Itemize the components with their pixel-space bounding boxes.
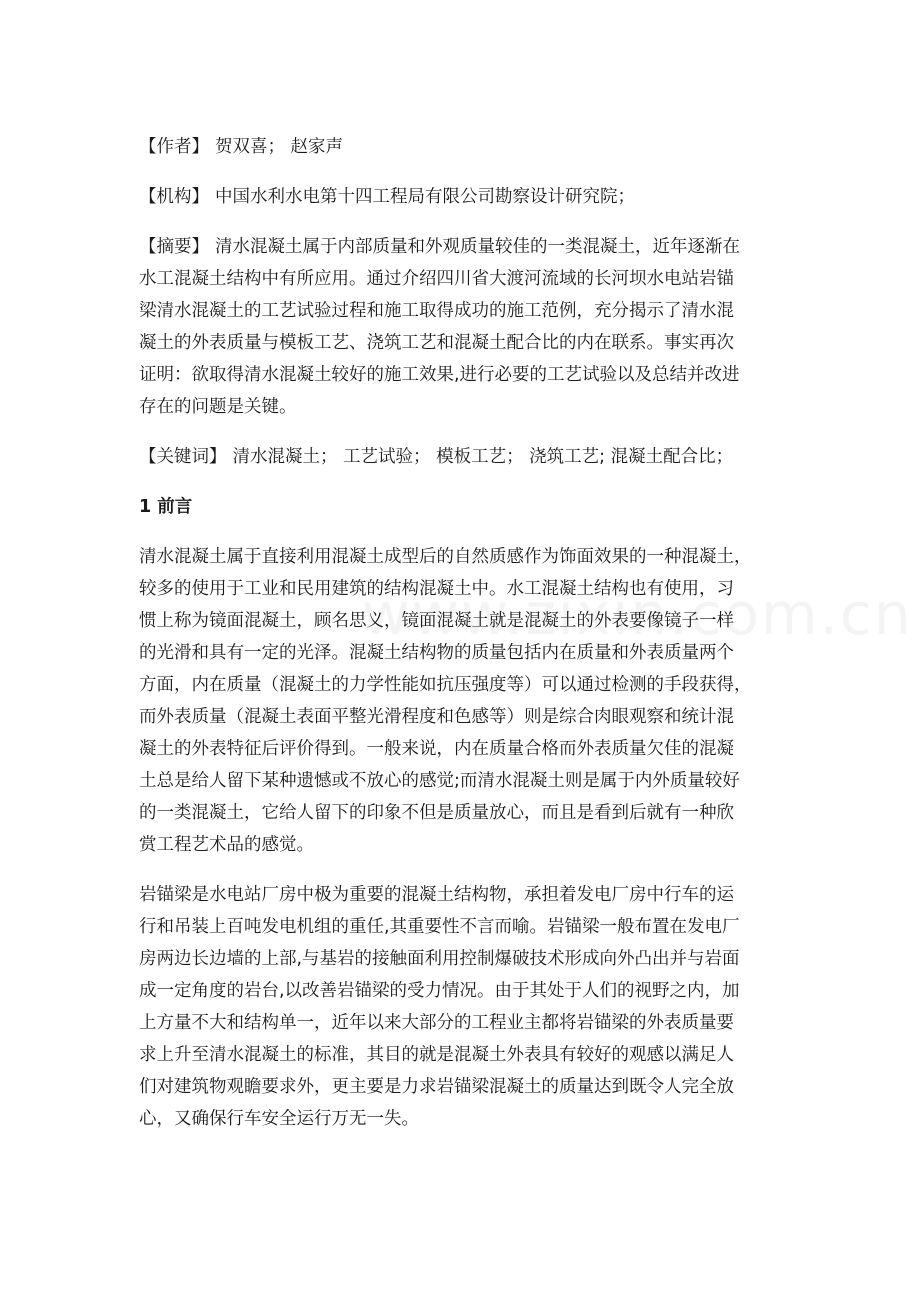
paragraph-line: 成一定角度的岩台,以改善岩锚梁的受力情况。由于其处于人们的视野之内，加 bbox=[139, 981, 740, 1001]
paragraph-rock-anchor-beam bbox=[139, 879, 784, 1135]
paragraph-line: 们对建筑物观瞻要求外，更主要是力求岩锚梁混凝土的质量达到既令人完全放 bbox=[139, 1077, 734, 1097]
author-line bbox=[139, 131, 784, 163]
author-value: 贺双喜； 赵家声 bbox=[215, 137, 344, 157]
abstract-line: 水工混凝土结构中有所应用。通过介绍四川省大渡河流域的长河坝水电站岩锚 bbox=[139, 269, 734, 289]
abstract-tag: 【摘要】 bbox=[139, 237, 209, 257]
paragraph-line: 上方量不大和结构单一，近年以来大部分的工程业主都将岩锚梁的外表质量要 bbox=[139, 1013, 734, 1033]
paragraph-line: 的光滑和具有一定的光泽。混凝土结构物的质量包括内在质量和外表质量两个 bbox=[139, 643, 734, 663]
abstract-line: 【摘要】 清水混凝土属于内部质量和外观质量较佳的一类混凝土，近年逐渐在 bbox=[139, 237, 740, 257]
institution-line bbox=[139, 181, 784, 213]
institution-tag: 【机构】 bbox=[139, 187, 209, 207]
author-tag: 【作者】 bbox=[139, 137, 209, 157]
document-page bbox=[139, 131, 784, 1153]
abstract-line: 证明：欲取得清水混凝土较好的施工效果,进行必要的工艺试验以及总结并改进 bbox=[139, 365, 740, 385]
paragraph-line: 房两边长边墙的上部,与基岩的接触面利用控制爆破技术形成向外凸出并与岩面 bbox=[139, 949, 740, 969]
paragraph-line: 的一类混凝土，它给人留下的印象不但是质量放心，而且是看到后就有一种欣 bbox=[139, 803, 734, 823]
paragraph-line: 赏工程艺术品的感觉。 bbox=[139, 835, 314, 855]
section-heading: 1 前言 bbox=[139, 497, 193, 517]
paragraph-line: 行和吊装上百吨发电机组的重任,其重要性不言而喻。岩锚梁一般布置在发电厂 bbox=[139, 917, 740, 937]
paragraph-line: 凝土的外表特征后评价得到。一般来说，内在质量合格而外表质量欠佳的混凝 bbox=[139, 739, 734, 759]
paragraph-line: 心，又确保行车安全运行万无一失。 bbox=[139, 1109, 419, 1129]
paragraph-line: 土总是给人留下某种遗憾或不放心的感觉;而清水混凝土则是属于内外质量较好 bbox=[139, 771, 740, 791]
paragraph-line: 求上升至清水混凝土的标准，其目的就是混凝土外表具有较好的观感以满足人 bbox=[139, 1045, 734, 1065]
paragraph-line: 较多的使用于工业和民用建筑的结构混凝土中。水工混凝土结构也有使用，习 bbox=[139, 579, 734, 599]
abstract-line: 凝土的外表质量与模板工艺、浇筑工艺和混凝土配合比的内在联系。事实再次 bbox=[139, 333, 734, 353]
abstract-line: 梁清水混凝土的工艺试验过程和施工取得成功的施工范例，充分揭示了清水混 bbox=[139, 301, 734, 321]
paragraph-line: 方面，内在质量（混凝土的力学性能如抗压强度等）可以通过检测的手段获得， bbox=[139, 675, 752, 695]
keywords-tag: 【关键词】 bbox=[139, 447, 227, 467]
institution-value: 中国水利水电第十四工程局有限公司勘察设计研究院； bbox=[215, 187, 635, 207]
keywords-line bbox=[139, 441, 784, 473]
paragraph-line: 清水混凝土属于直接利用混凝土成型后的自然质感作为饰面效果的一种混凝土， bbox=[139, 547, 752, 567]
paragraph-line: 岩锚梁是水电站厂房中极为重要的混凝土结构物，承担着发电厂房中行车的运 bbox=[139, 885, 734, 905]
keywords-value: 清水混凝土； 工艺试验； 模板工艺； 浇筑工艺; 混凝土配合比； bbox=[232, 447, 734, 467]
abstract-block bbox=[139, 231, 784, 423]
paragraph-line: 惯上称为镜面混凝土，顾名思义，镜面混凝土就是混凝土的外表要像镜子一样 bbox=[139, 611, 734, 631]
abstract-line: 存在的问题是关键。 bbox=[139, 397, 297, 417]
paragraph-line: 而外表质量（混凝土表面平整光滑程度和色感等）则是综合肉眼观察和统计混 bbox=[139, 707, 734, 727]
paragraph-intro bbox=[139, 541, 784, 861]
